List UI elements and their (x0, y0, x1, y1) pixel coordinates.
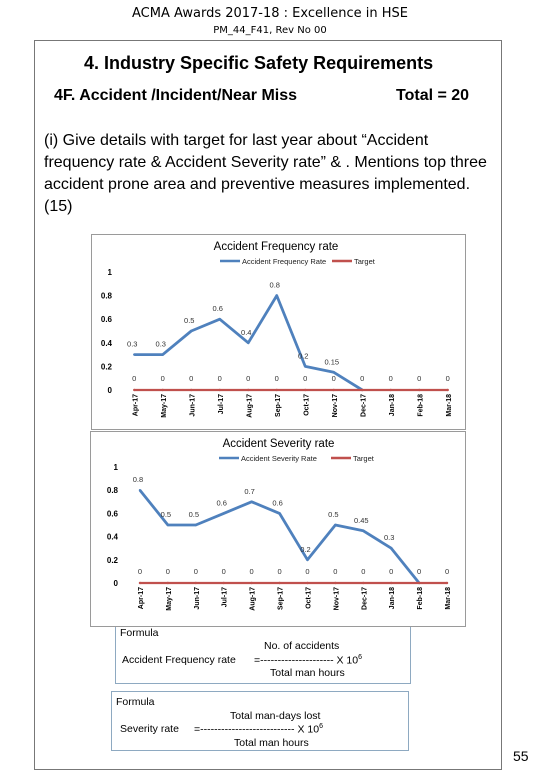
x-tick-label: Jan-18 (389, 587, 397, 610)
data-label: 0 (445, 374, 450, 383)
data-label: 0 (274, 374, 279, 383)
data-label: 0 (221, 567, 226, 576)
data-point (306, 559, 308, 561)
x-tick-label: May-17 (165, 587, 173, 611)
formula-frequency-line (254, 654, 362, 667)
formula-severity-box (111, 691, 409, 751)
data-label: 0 (388, 374, 393, 383)
header-line-2: PM_44_F41, Rev No 00 (213, 25, 327, 36)
y-tick-label: 0 (113, 579, 118, 588)
data-point (139, 582, 141, 584)
data-point (390, 547, 392, 549)
data-label: 0.5 (160, 510, 172, 519)
data-label: 0 (160, 374, 165, 383)
data-point (447, 389, 449, 391)
data-point (250, 501, 252, 503)
x-tick-label: May-17 (160, 394, 168, 418)
legend-label-0: Accident Frequency Rate (242, 257, 327, 266)
data-point (190, 330, 192, 332)
data-label: 0 (417, 374, 422, 383)
data-point (247, 389, 249, 391)
formula-frequency-box (115, 627, 411, 684)
legend-label-1: Target (353, 454, 374, 463)
data-label: 0.5 (184, 316, 195, 325)
data-label: 0 (165, 567, 170, 576)
data-label: 0.3 (383, 533, 395, 543)
data-point (195, 582, 197, 584)
data-label: 0.15 (324, 357, 340, 367)
y-tick-label: 0.8 (106, 486, 118, 496)
formula-severity-denominator: Total man hours (234, 737, 309, 749)
page-number: 55 (513, 748, 529, 764)
x-tick-label: Jul-17 (217, 394, 225, 415)
data-point (139, 489, 141, 491)
formula-frequency-heading: Formula (120, 627, 159, 639)
data-label: 0 (132, 374, 137, 383)
data-label: 0 (137, 567, 143, 576)
data-point (446, 582, 448, 584)
formula-frequency-numerator: No. of accidents (264, 640, 340, 652)
formula-frequency-line-text: =--------------------- X 10 (254, 654, 359, 667)
data-label: 0 (331, 374, 336, 383)
data-label: 0.6 (272, 498, 283, 508)
data-label: 0 (217, 374, 222, 383)
data-label: 0 (246, 374, 251, 383)
data-point (334, 582, 336, 584)
frequency-chart-svg (92, 235, 467, 431)
y-tick-label: 0.2 (106, 555, 118, 565)
data-label: 0.2 (298, 351, 309, 361)
x-tick-label: Mar-18 (445, 394, 453, 417)
x-tick-label: Sep-17 (274, 394, 282, 417)
question-text: (i) Give details with target for last year about “Accident frequency rate & Accident Severity rate” & . Mentions top three accident prone area and preventive measures implemented.(15) (44, 132, 487, 215)
x-tick-label: Jan-18 (388, 394, 396, 417)
data-point (195, 524, 197, 526)
formula-severity-label: Severity rate (120, 723, 179, 735)
data-point (362, 582, 364, 584)
data-point (361, 389, 363, 391)
data-label: 0.45 (353, 515, 369, 525)
chart-title: Accident Severity rate (222, 438, 335, 450)
x-tick-label: Oct-17 (305, 587, 313, 609)
data-point (247, 342, 249, 344)
formula-frequency-denominator: Total man hours (270, 667, 345, 679)
data-label: 0 (305, 567, 310, 576)
section-subtitle: 4F. Accident /Incident/Near Miss (54, 87, 298, 104)
data-point (276, 294, 278, 296)
data-label: 0.4 (241, 327, 252, 337)
data-label: 0 (444, 567, 450, 576)
formula-severity-line (194, 723, 323, 736)
data-point (250, 582, 252, 584)
formula-frequency-label: Accident Frequency rate (122, 654, 236, 666)
data-point (278, 582, 280, 584)
x-tick-label: Apr-17 (132, 394, 140, 417)
x-tick-label: Apr-17 (137, 587, 145, 610)
x-tick-label: Jun-17 (189, 394, 197, 417)
formula-severity-heading: Formula (116, 696, 155, 708)
x-tick-label: Mar-18 (445, 587, 453, 610)
data-label: 0.8 (269, 280, 280, 290)
formula-severity-numerator: Total man-days lost (230, 710, 321, 722)
frequency-chart (91, 234, 466, 430)
data-label: 0 (333, 567, 338, 576)
data-label: 0.5 (328, 510, 339, 519)
data-point (167, 582, 169, 584)
header-line-1: ACMA Awards 2017-18 : Excellence in HSE (132, 6, 408, 21)
formula-severity-line-text: =--------------------------- X 10 (194, 723, 320, 736)
data-point (390, 582, 392, 584)
data-point (276, 389, 278, 391)
data-point (390, 389, 392, 391)
data-label: 0.3 (127, 339, 138, 349)
data-label: 0.8 (132, 475, 144, 485)
data-point (133, 353, 135, 355)
x-tick-label: Jul-17 (221, 587, 229, 608)
severity-chart (90, 431, 466, 627)
data-label: 0 (303, 374, 308, 383)
data-point (304, 365, 306, 367)
total-score: Total = 20 (396, 87, 470, 104)
data-label: 0.7 (244, 486, 255, 496)
data-point (362, 530, 364, 532)
data-point (418, 389, 420, 391)
legend-label-0: Accident Severity Rate (241, 454, 317, 463)
data-label: 0.3 (155, 339, 166, 349)
data-label: 0 (361, 567, 366, 576)
y-tick-label: 1 (113, 463, 118, 472)
data-point (133, 389, 135, 391)
y-tick-label: 0.4 (106, 532, 118, 542)
formula-severity-exponent: 6 (319, 723, 323, 730)
data-point (278, 512, 280, 514)
data-label: 0.6 (212, 304, 223, 314)
x-tick-label: Feb-18 (417, 587, 425, 610)
data-point (219, 389, 221, 391)
data-point (306, 582, 308, 584)
data-label: 0 (189, 374, 194, 383)
y-tick-label: 0.6 (106, 509, 118, 519)
x-tick-label: Jun-17 (193, 587, 201, 610)
x-tick-label: Nov-17 (331, 394, 339, 418)
formula-frequency-exponent: 6 (358, 654, 362, 661)
data-label: 0 (417, 567, 422, 576)
x-tick-label: Dec-17 (360, 394, 368, 417)
data-label: 0 (249, 567, 254, 576)
data-label: 0 (360, 374, 365, 383)
data-label: 0 (389, 567, 394, 576)
data-point (223, 512, 225, 514)
x-tick-label: Aug-17 (249, 587, 257, 611)
data-label: 0.6 (216, 498, 227, 508)
y-tick-label: 0.6 (100, 315, 112, 325)
x-tick-label: Dec-17 (361, 587, 369, 610)
x-tick-label: Nov-17 (333, 587, 341, 611)
data-point (162, 389, 164, 391)
y-tick-label: 0 (107, 386, 112, 395)
data-point (334, 524, 336, 526)
section-title: 4. Industry Specific Safety Requirements (84, 53, 434, 73)
x-tick-label: Aug-17 (246, 394, 254, 418)
data-label: 0.5 (188, 510, 200, 519)
x-tick-label: Oct-17 (303, 394, 311, 416)
legend-label-1: Target (354, 257, 375, 266)
data-point (190, 389, 192, 391)
data-point (162, 353, 164, 355)
x-tick-label: Feb-18 (417, 394, 425, 417)
data-point (223, 582, 225, 584)
x-tick-label: Sep-17 (277, 587, 285, 610)
y-tick-label: 1 (107, 268, 112, 277)
data-point (333, 389, 335, 391)
data-label: 0 (277, 567, 282, 576)
y-tick-label: 0.4 (100, 338, 112, 348)
severity-chart-svg (91, 432, 467, 628)
data-point (418, 582, 420, 584)
data-point (167, 524, 169, 526)
data-point (304, 389, 306, 391)
data-point (219, 318, 221, 320)
y-tick-label: 0.8 (100, 291, 112, 301)
data-label: 0.2 (300, 544, 311, 554)
chart-title: Accident Frequency rate (213, 241, 339, 253)
data-label: 0 (193, 567, 198, 576)
y-tick-label: 0.2 (100, 362, 112, 372)
